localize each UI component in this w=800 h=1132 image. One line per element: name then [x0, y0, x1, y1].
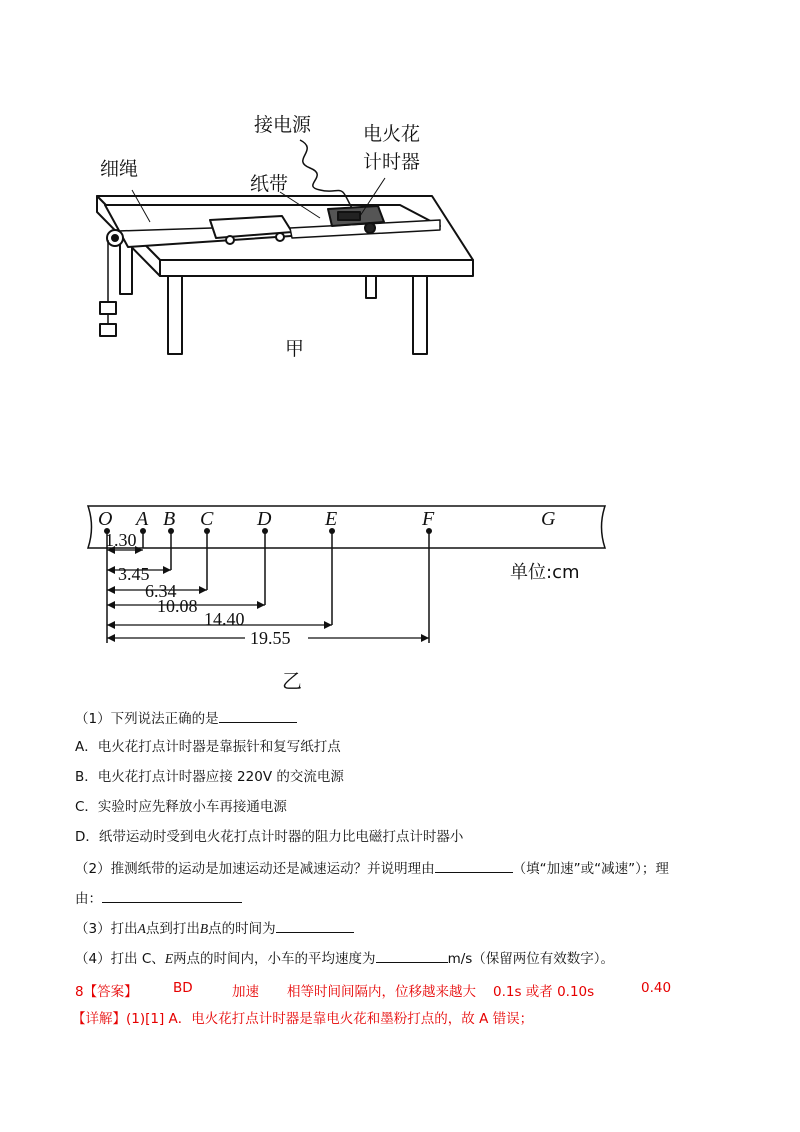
- point-label: E: [325, 508, 338, 530]
- answer-label: 8【答案】: [75, 984, 138, 1000]
- distance-label: 14.40: [204, 609, 245, 629]
- option-c: C．实验时应先释放小车再接通电源: [75, 799, 287, 815]
- distance-label: 3.45: [118, 564, 150, 584]
- answer-blank: [219, 708, 297, 723]
- question-3: （3）打出A点到打出B点的时间为: [75, 918, 354, 938]
- point-label: F: [422, 508, 435, 530]
- answer-2: 加速: [232, 984, 259, 1000]
- caption-yi: 乙: [282, 669, 302, 693]
- detail-label: 【详解】: [72, 1011, 126, 1027]
- label-rope: 细绳: [100, 158, 139, 180]
- caption-jia: 甲: [285, 338, 305, 360]
- point-label: O: [98, 508, 113, 530]
- label-timer-2: 计时器: [363, 151, 421, 173]
- answer-5: 0.40: [641, 980, 672, 996]
- label-power: 接电源: [254, 114, 312, 136]
- answer-4: 0.1s 或者 0.10s: [493, 984, 595, 1000]
- distance-label: 19.55: [250, 628, 291, 648]
- distance-label: 1.30: [105, 530, 137, 550]
- label-tape: 纸带: [250, 173, 289, 195]
- detail-text: (1)[1] A．电火花打点计时器是靠电火花和墨粉打点的，故 A 错误；: [126, 1011, 534, 1027]
- point-label: A: [136, 508, 149, 530]
- answer-blank: [376, 948, 448, 963]
- question-4: （4）打出 C、E两点的时间内，小车的平均速度为 m/s（保留两位有效数字）。: [75, 948, 614, 968]
- distance-label: 6.34: [145, 581, 177, 601]
- answer-blank: [276, 918, 354, 933]
- answer-3: 相等时间间隔内，位移越来越大: [287, 984, 476, 1000]
- distance-label: 10.08: [157, 596, 198, 616]
- point-label: G: [541, 508, 556, 530]
- question-1: （1）下列说法正确的是: [75, 708, 297, 728]
- point-label: B: [163, 508, 176, 530]
- question-2-reason: 由：: [75, 888, 242, 908]
- unit-label: 单位:cm: [510, 562, 580, 583]
- option-d: D．纸带运动时受到电火花打点计时器的阻力比电磁打点计时器小: [75, 829, 464, 845]
- option-a: A．电火花打点计时器是靠振针和复写纸打点: [75, 739, 341, 755]
- option-b: B．电火花打点计时器应接 220V 的交流电源: [75, 769, 344, 785]
- label-timer-1: 电火花: [363, 123, 421, 145]
- answer-1: BD: [173, 980, 193, 996]
- answer-blank: [102, 888, 242, 903]
- question-2: （2）推测纸带的运动是加速运动还是减速运动？并说明理由 （填“加速”或“减速”）；理: [75, 858, 669, 878]
- answer-blank: [435, 858, 513, 873]
- detail-line: [72, 1010, 533, 1028]
- point-label: D: [257, 508, 272, 530]
- point-label: C: [200, 508, 214, 530]
